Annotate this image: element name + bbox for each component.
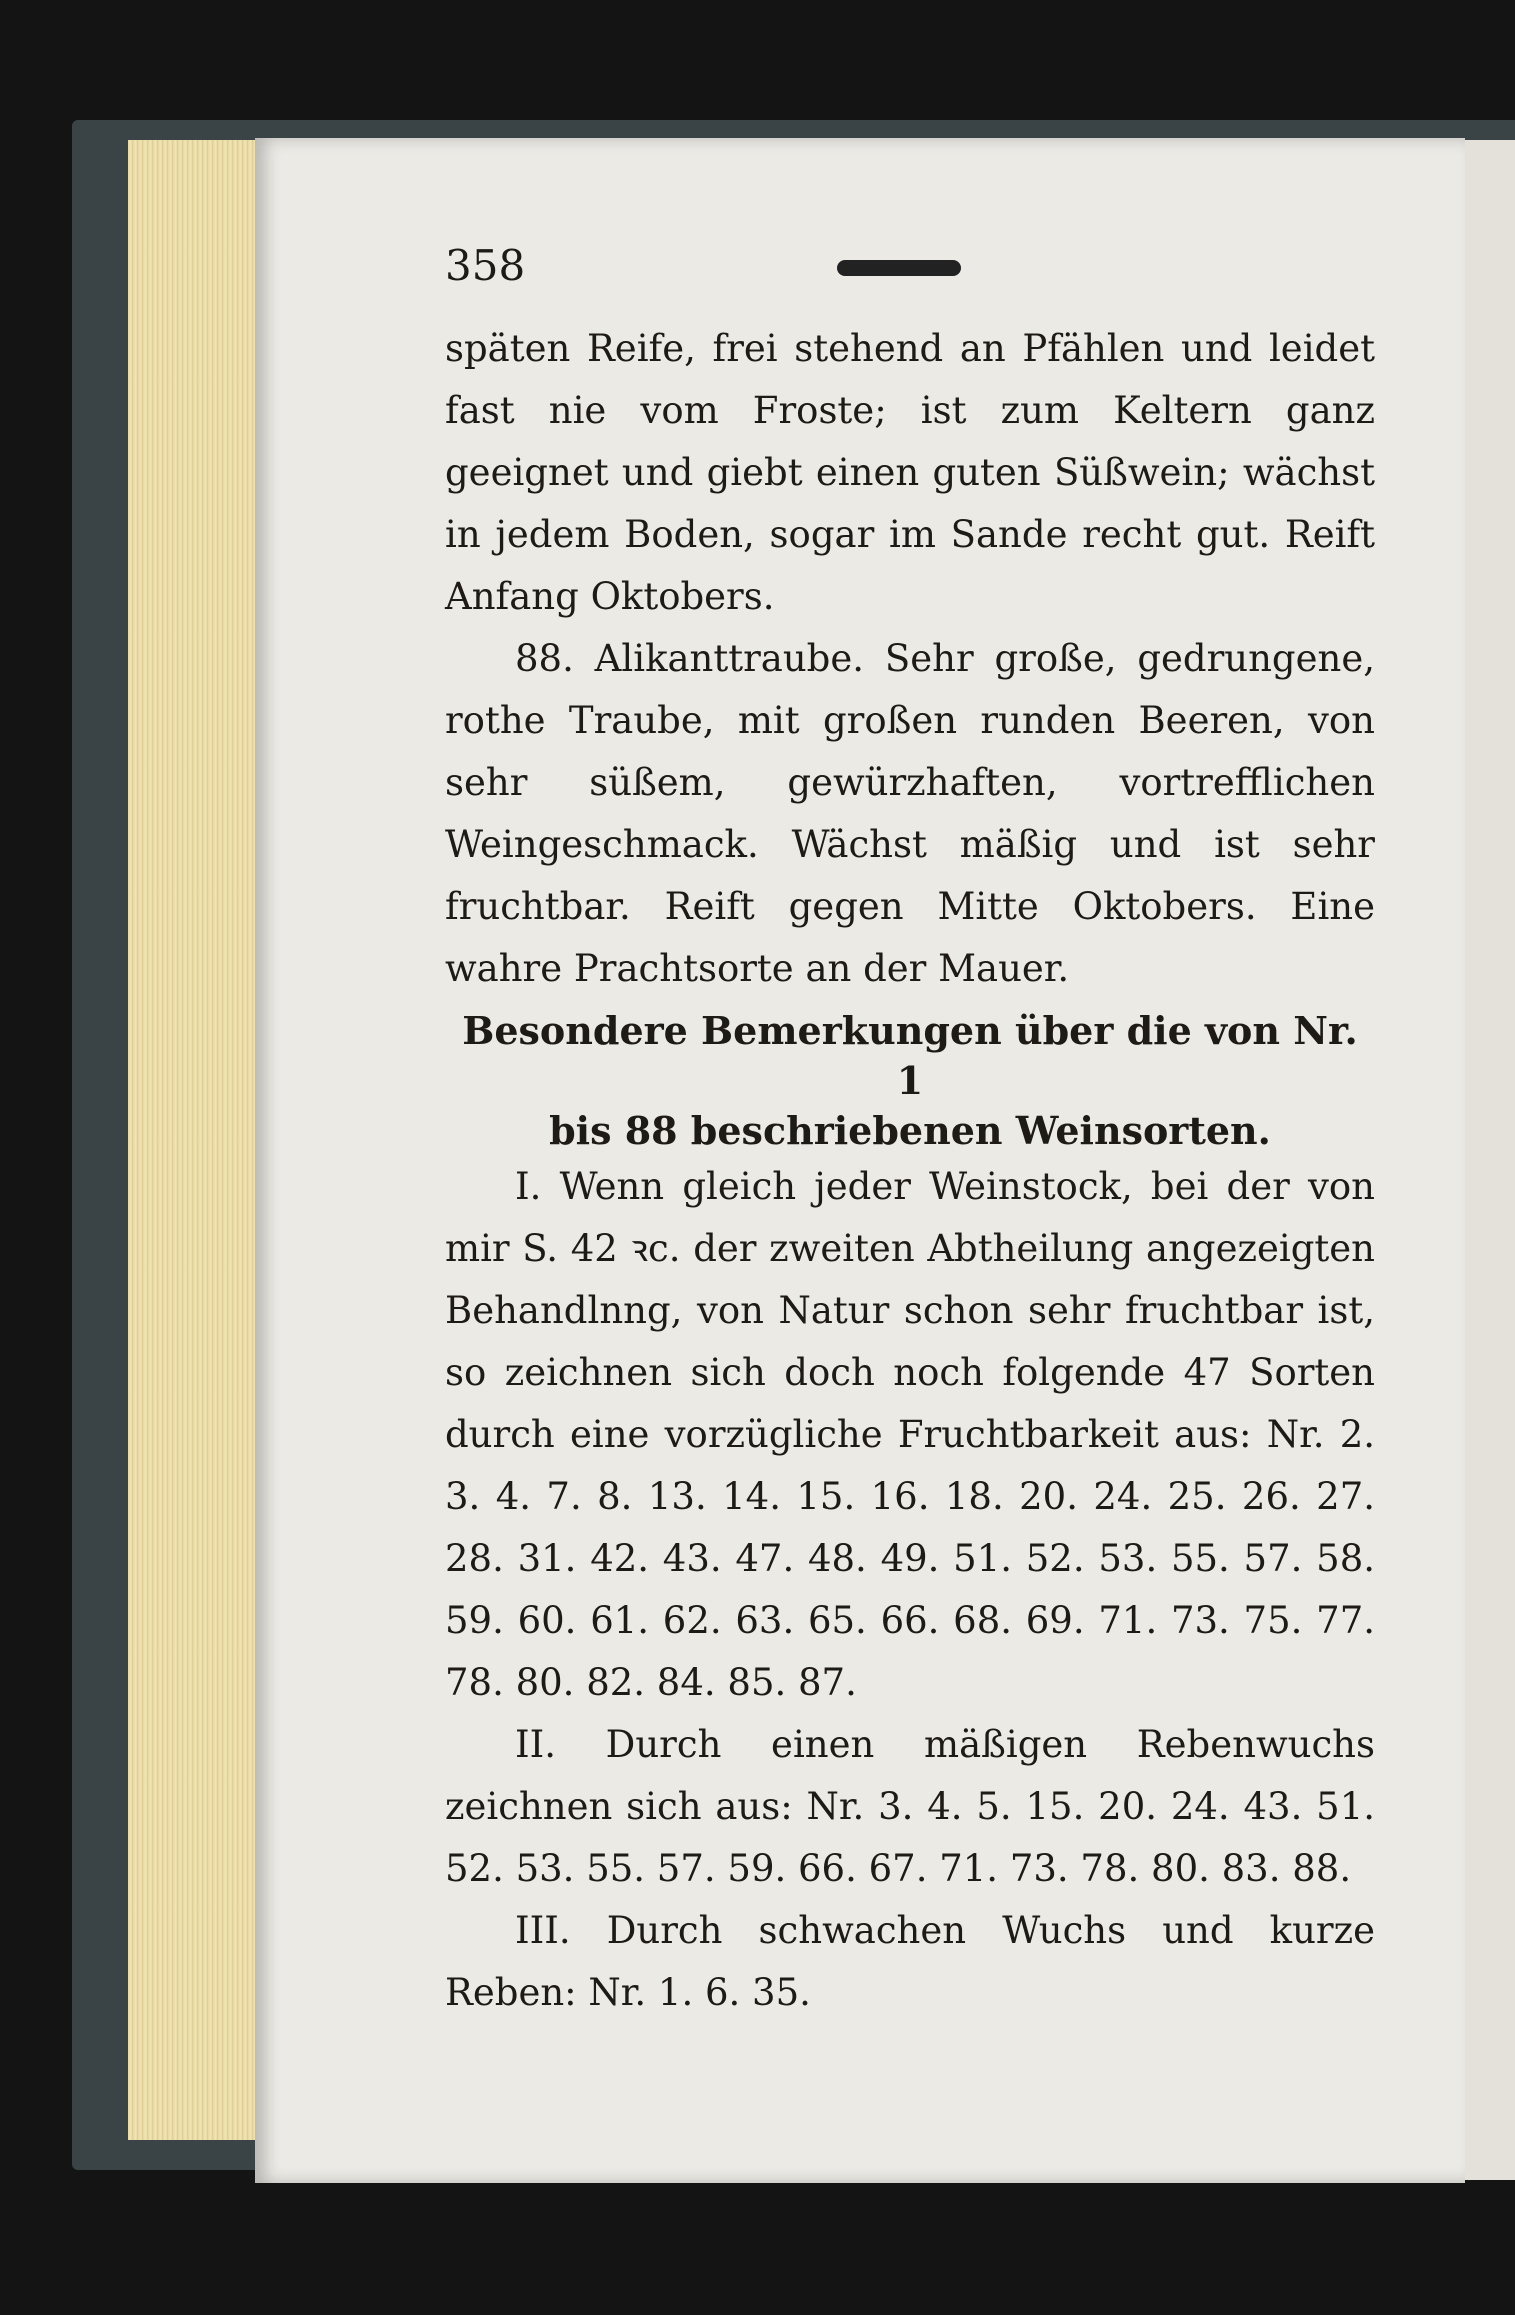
header-ornament [837, 260, 961, 276]
page-number: 358 [445, 241, 526, 290]
book-page [255, 138, 1465, 2183]
paragraph-continuation: späten Reife, frei stehend an Pfählen und leidet fast nie vom Froste; ist zum Keltern ganz geeignet und giebt einen guten Süßwein; wächst in jedem Boden, sogar im Sande recht gut. Reift Anfang Oktobers. [445, 327, 1375, 618]
section-heading-line-2: bis 88 beschriebenen Weinsorten. [549, 1108, 1271, 1153]
remark-3: III. Durch schwachen Wuchs und kurze Reben: Nr. 1. 6. 35. [445, 1909, 1375, 2014]
page-text [445, 228, 1375, 2024]
page-edges [128, 140, 273, 2140]
section-heading [445, 1006, 1375, 1156]
remark-2: II. Durch einen mäßigen Rebenwuchs zeichnen sich aus: Nr. 3. 4. 5. 15. 20. 24. 43. 51. 52. 53. 55. 57. 59. 66. 67. 71. 73. 78. 80. 83. 88. [445, 1723, 1375, 1890]
remark-1: I. Wenn gleich jeder Weinstock, bei der von mir S. 42 ꝛc. der zweiten Abtheilung angezeigten Behandlnng, von Natur schon sehr fruchtbar ist, so zeichnen sich doch noch folgende 47 Sorten durch eine vorzügliche Fruchtbarkeit aus: Nr. 2. 3. 4. 7. 8. 13. 14. 15. 16. 18. 20. 24. 25. 26. 27. 28. 31. 42. 43. 47. 48. 49. 51. 52. 53. 55. 57. 58. 59. 60. 61. 62. 63. 65. 66. 68. 69. 71. 73. 75. 77. 78. 80. 82. 84. 85. 87. [445, 1165, 1375, 1704]
section-heading-line-1: Besondere Bemerkungen über die von Nr. 1 [462, 1008, 1358, 1103]
page-header [445, 228, 1375, 318]
facing-page-edge [1462, 140, 1515, 2180]
paragraph-entry-88: 88. Alikanttraube. Sehr große, gedrungene, rothe Traube, mit großen runden Beeren, von sehr süßem, gewürzhaften, vortrefflichen Weingeschmack. Wächst mäßig und ist sehr fruchtbar. Reift gegen Mitte Oktobers. Eine wahre Prachtsorte an der Mauer. [445, 637, 1375, 990]
